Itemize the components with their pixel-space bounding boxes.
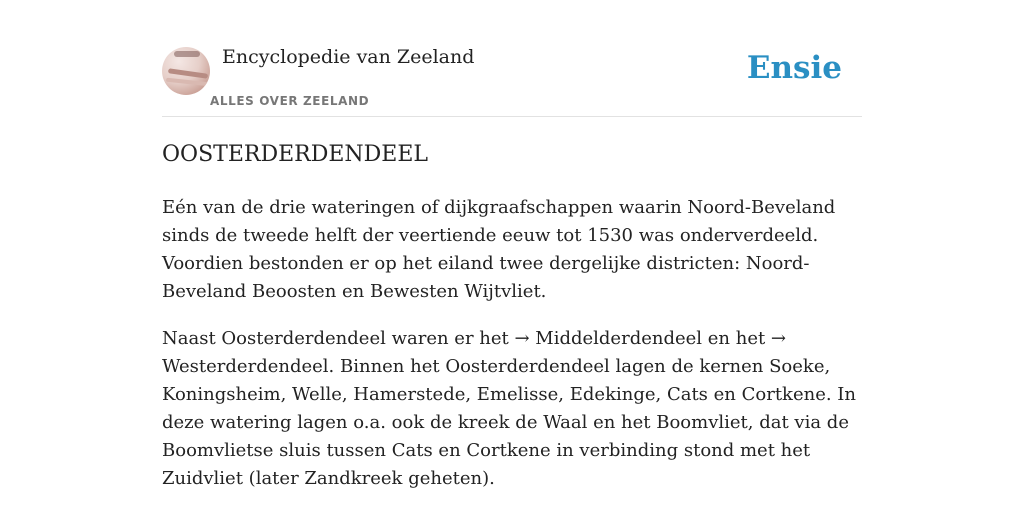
article-paragraph-2: Naast Oosterderdendeel waren er het → Middelderdendeel en het → Westerderdendeel. Binnen het Oosterderdendeel lagen de kernen Soeke, Koningsheim, Welle, Hamerstede, Emelisse, Edekinge, Cats en Cortkene. In deze watering lagen o.a. ook de kreek de Waal en het Boomvliet, dat via de Boomvlietse sluis tussen Cats en Cortkene in verbinding stond met het Zuidvliet (later Zandkreek geheten).: [162, 328, 857, 489]
article-content: [162, 140, 862, 512]
site-subtitle: ALLES OVER ZEELAND: [210, 94, 370, 108]
brand-logo[interactable]: Ensie: [746, 50, 842, 86]
article-title: OOSTERDERDENDEEL: [162, 142, 429, 167]
site-title[interactable]: Encyclopedie van Zeeland: [222, 46, 475, 68]
site-header: [162, 0, 862, 117]
article-paragraph-1: Eén van de drie wateringen of dijkgraafschappen waarin Noord-Beveland sinds de tweede helft der veertiende eeuw tot 1530 was onderverdeeld. Voordien bestonden er op het eiland twee dergelijke districten: Noord-Beveland Beoosten en Bewesten Wijtvliet.: [162, 197, 836, 302]
encyclopedia-avatar[interactable]: [162, 47, 210, 95]
